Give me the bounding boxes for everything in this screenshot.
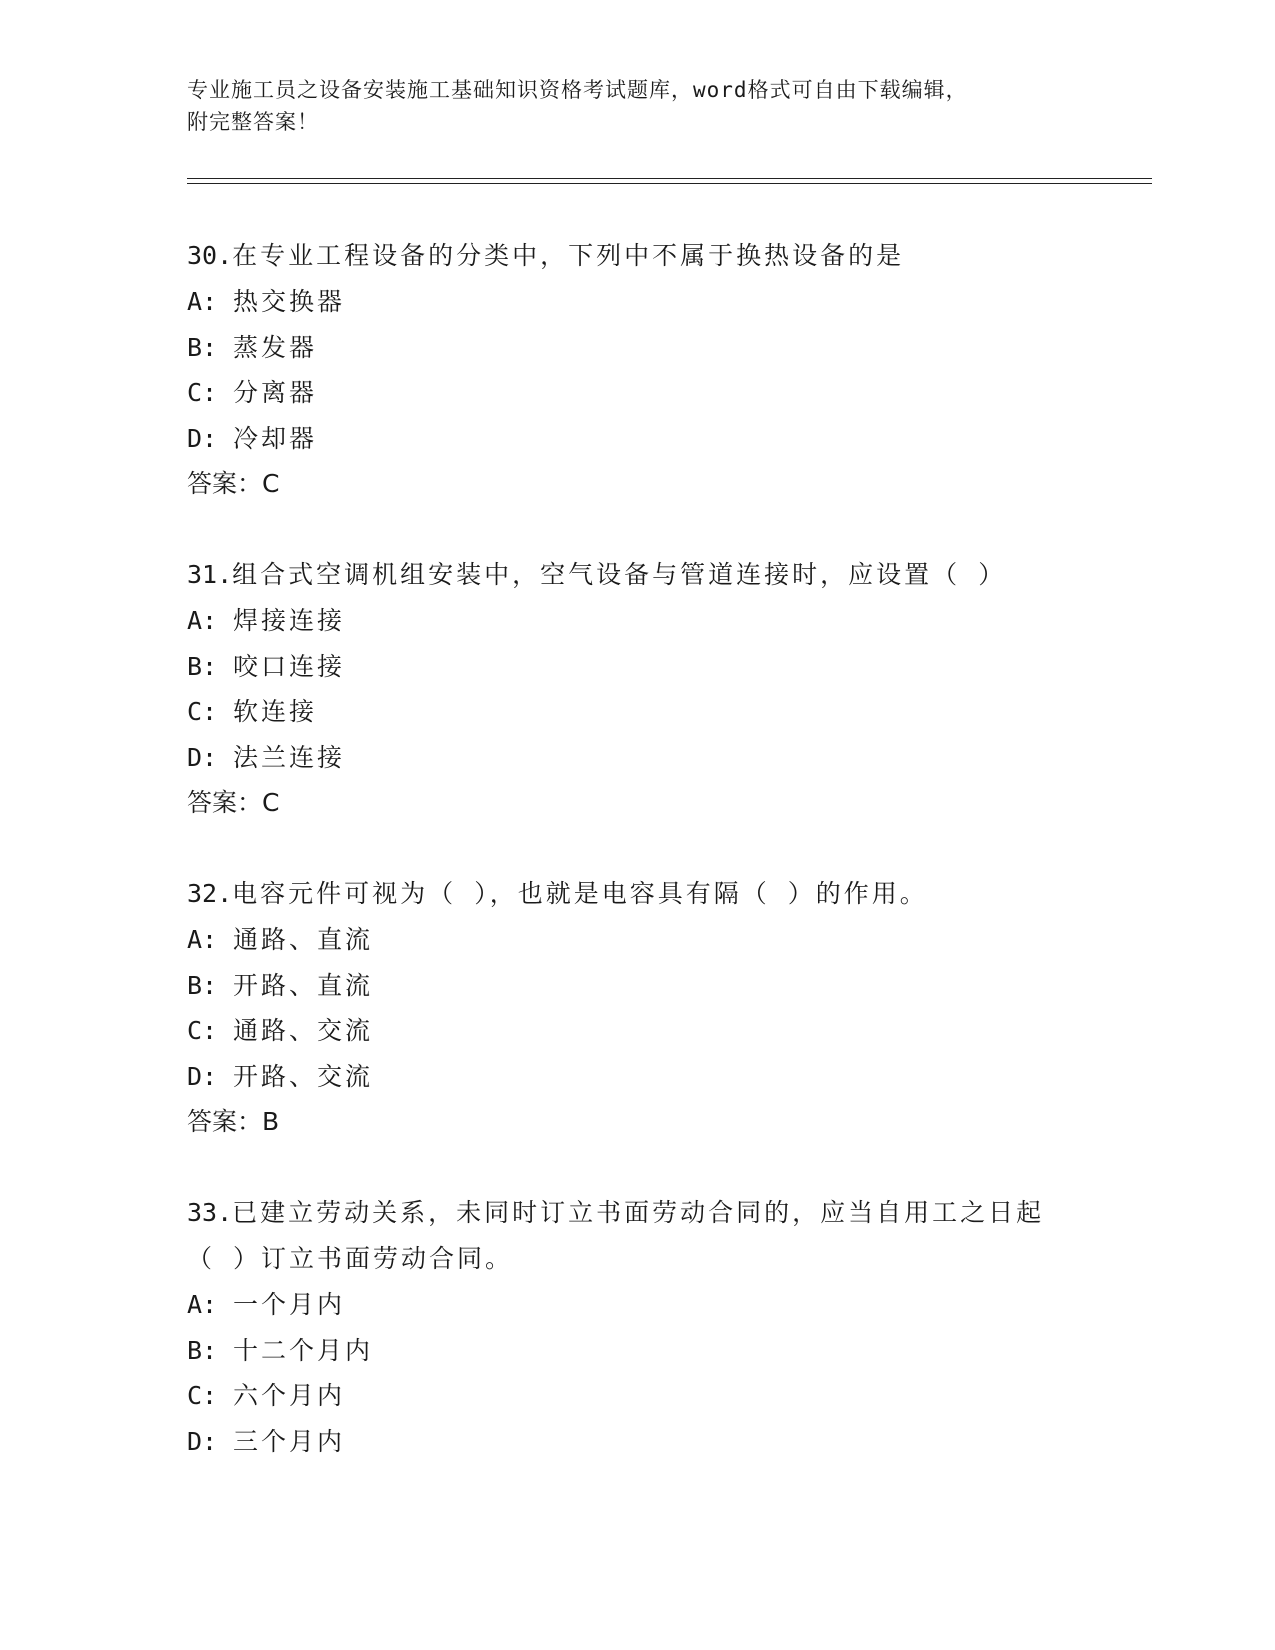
question-32 [187,871,1107,1145]
answer-line: 答案：C [187,788,280,817]
question-30 [187,233,1107,507]
question-text: 组合式空调机组安装中，空气设备与管道连接时，应设置（ ） [232,560,1007,589]
option-key: A: [187,287,218,316]
option-key: D: [187,423,218,453]
option-b [187,963,1107,1009]
option-key: C: [187,378,218,407]
option-c [187,1008,1107,1054]
option-a [187,917,1107,963]
question-text: 已建立劳动关系，未同时订立书面劳动合同的，应当自用工之日起 [232,1198,1045,1227]
option-key: B: [187,970,218,1000]
option-b [187,644,1107,690]
option-d [187,735,1107,781]
option-text: 热交换器 [233,287,346,316]
option-key: B: [187,332,218,362]
question-stem [187,871,1107,917]
question-number: 31. [187,560,233,589]
header-line-1: 专业施工员之设备安装施工基础知识资格考试题库，word格式可自由下载编辑， [187,78,968,102]
option-text: 软连接 [233,697,318,726]
question-31 [187,552,1107,826]
question-text: 电容元件可视为（ ），也就是电容具有隔（ ）的作用。 [232,879,928,908]
option-text: 通路、直流 [233,925,374,954]
question-number: 33. [187,1198,233,1227]
option-c [187,1373,1107,1419]
option-text: 冷却器 [233,423,318,453]
option-d [187,1419,1107,1465]
option-d [187,416,1107,462]
option-key: C: [187,697,218,726]
option-key: A: [187,925,218,954]
option-key: B: [187,651,218,681]
option-text: 十二个月内 [233,1335,374,1365]
option-text: 开路、交流 [233,1061,374,1091]
answer-line: 答案：C [187,469,280,498]
option-key: D: [187,1061,218,1091]
question-text-continued: （ ）订立书面劳动合同。 [187,1244,514,1273]
option-key: C: [187,1381,218,1410]
option-key: A: [187,1290,218,1319]
option-text: 一个月内 [233,1290,346,1319]
option-b [187,1328,1107,1374]
question-number: 32. [187,879,233,908]
option-text: 通路、交流 [233,1016,374,1045]
header-divider-bottom [187,183,1152,184]
option-a [187,598,1107,644]
option-c [187,370,1107,416]
option-key: D: [187,742,218,772]
question-stem [187,552,1107,598]
option-d [187,1054,1107,1100]
document-header [187,74,1087,138]
option-key: D: [187,1426,218,1456]
option-text: 法兰连接 [233,742,346,772]
question-33 [187,1190,1107,1464]
question-stem [187,1190,1107,1236]
option-key: A: [187,606,218,635]
option-b [187,325,1107,371]
option-text: 蒸发器 [233,332,318,362]
header-line-2: 附完整答案！ [187,110,319,134]
option-text: 咬口连接 [233,651,346,681]
answer-line: 答案：B [187,1107,280,1136]
header-divider-top [187,178,1152,179]
option-c [187,689,1107,735]
option-text: 六个月内 [233,1381,346,1410]
option-a [187,1282,1107,1328]
option-text: 三个月内 [233,1426,346,1456]
option-text: 开路、直流 [233,970,374,1000]
option-key: B: [187,1335,218,1365]
option-key: C: [187,1016,218,1045]
question-text: 在专业工程设备的分类中，下列中不属于换热设备的是 [232,241,905,270]
option-a [187,279,1107,325]
option-text: 分离器 [233,378,318,407]
question-stem [187,233,1107,279]
option-text: 焊接连接 [233,606,346,635]
question-number: 30. [187,241,233,270]
